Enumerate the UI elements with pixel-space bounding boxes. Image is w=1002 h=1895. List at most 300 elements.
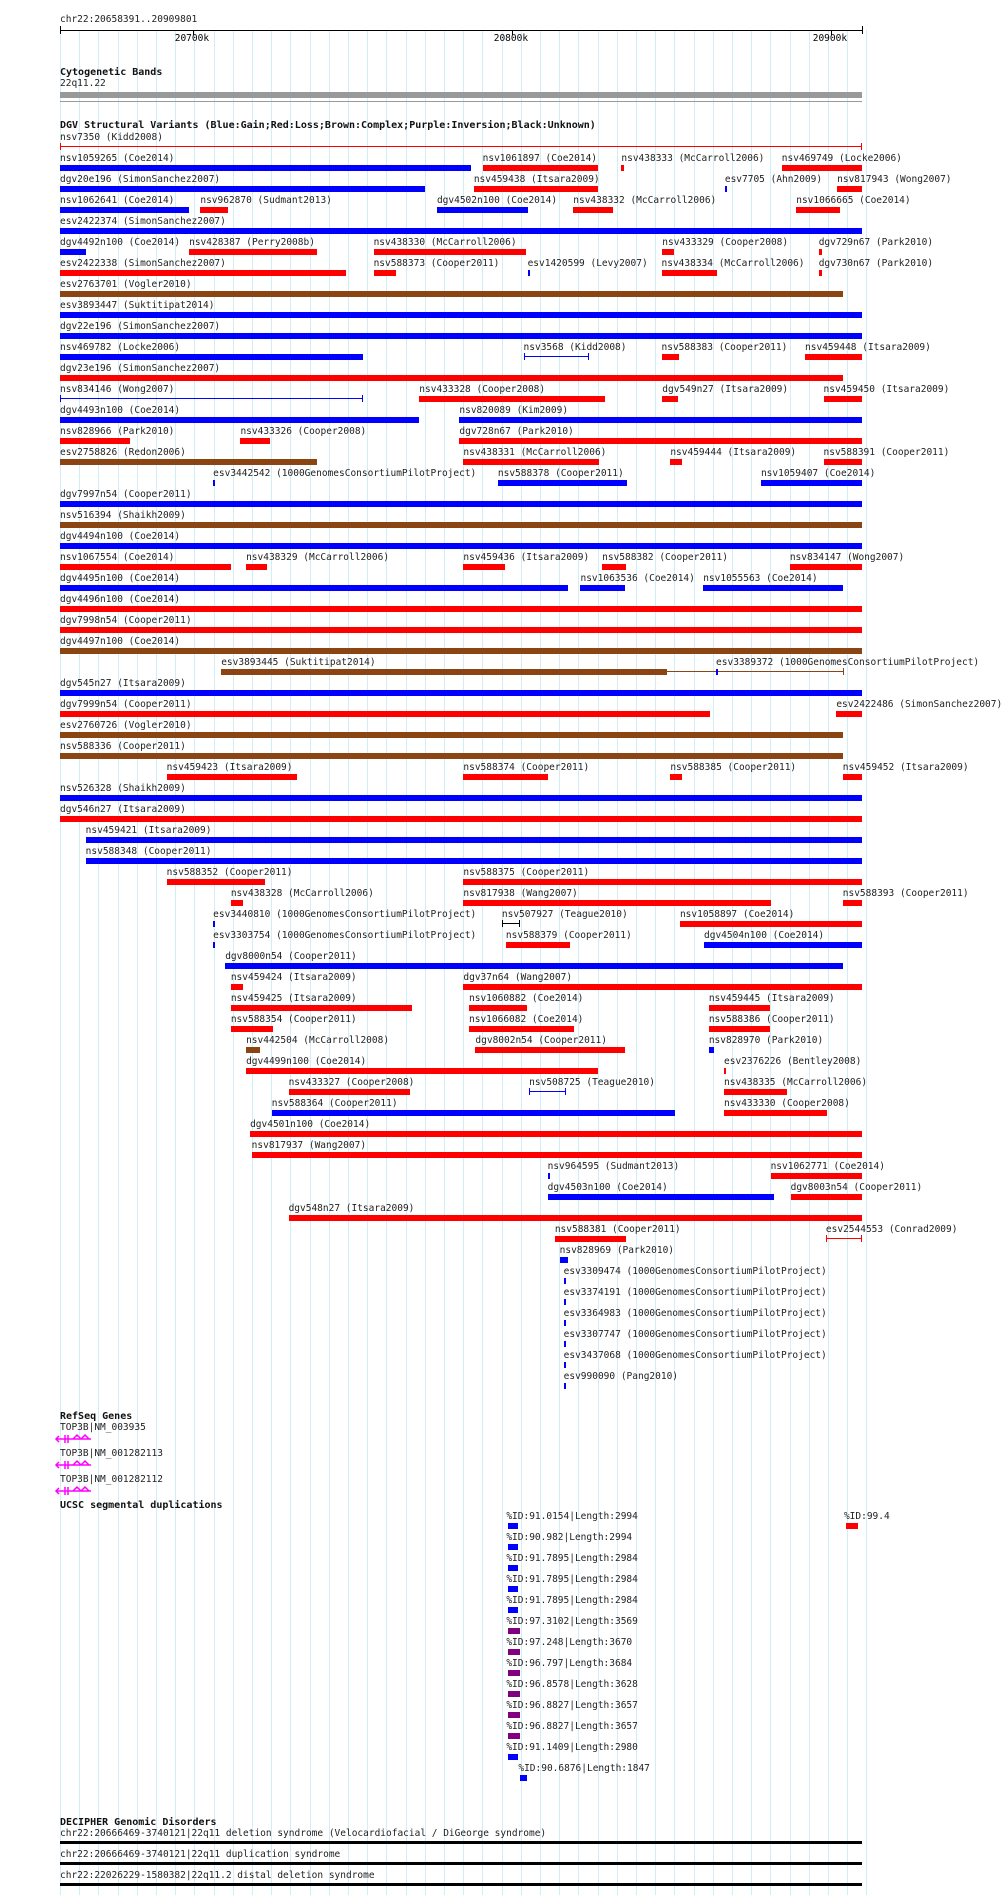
dgv-feature-bar[interactable]: [463, 879, 862, 885]
dgv-feature-bar[interactable]: [231, 1005, 412, 1011]
dgv-feature-bar[interactable]: [602, 564, 626, 570]
dgv-feature-bar[interactable]: [200, 207, 228, 213]
dgv-feature-bar[interactable]: [564, 1278, 566, 1284]
dgv-feature-label[interactable]: nsv588352 (Cooper2011): [166, 867, 293, 878]
segdup-feature-bar[interactable]: [508, 1586, 518, 1592]
dgv-feature-label[interactable]: nsv469749 (Locke2006): [781, 153, 902, 164]
dgv-feature-label[interactable]: nsv438335 (McCarroll2006): [724, 1077, 868, 1088]
dgv-feature-label[interactable]: nsv469782 (Locke2006): [60, 342, 181, 353]
dgv-feature-label[interactable]: esv2422374 (SimonSanchez2007): [60, 216, 226, 227]
dgv-feature-bar[interactable]: [709, 1026, 770, 1032]
dgv-feature-label[interactable]: nsv433326 (Cooper2008): [240, 426, 367, 437]
dgv-feature-label[interactable]: nsv459444 (Itsara2009): [670, 447, 797, 458]
dgv-feature-bar[interactable]: [474, 186, 598, 192]
dgv-feature-label[interactable]: esv2763701 (Vogler2010): [60, 279, 192, 290]
segdup-feature-label[interactable]: %ID:91.0154|Length:2994: [506, 1511, 638, 1522]
segdup-feature-label[interactable]: %ID:91.7895|Length:2984: [506, 1553, 638, 1564]
dgv-feature-label[interactable]: esv3893447 (Suktitipat2014): [60, 300, 215, 311]
dgv-feature-bar[interactable]: [60, 146, 862, 147]
segdup-feature-label[interactable]: %ID:99.4: [843, 1511, 890, 1522]
dgv-feature-bar[interactable]: [60, 522, 862, 528]
dgv-feature-label[interactable]: nsv820089 (Kim2009): [459, 405, 569, 416]
dgv-feature-label[interactable]: nsv588385 (Cooper2011): [670, 762, 797, 773]
dgv-feature-label[interactable]: nsv588348 (Cooper2011): [85, 846, 212, 857]
dgv-feature-label[interactable]: nsv442504 (McCarroll2008): [246, 1035, 390, 1046]
decipher-feature-label[interactable]: chr22:20666469-3740121|22q11 deletion syndrome (Velocardiofacial / DiGeorge syndrome): [60, 1828, 547, 1839]
dgv-feature-label[interactable]: nsv962870 (Sudmant2013): [200, 195, 332, 206]
dgv-feature-bar[interactable]: [564, 1341, 566, 1347]
dgv-feature-label[interactable]: dgv4493n100 (Coe2014): [60, 405, 181, 416]
dgv-feature-label[interactable]: nsv438332 (McCarroll2006): [573, 195, 717, 206]
dgv-feature-label[interactable]: nsv828966 (Park2010): [60, 426, 175, 437]
dgv-feature-bar[interactable]: [662, 354, 680, 360]
dgv-feature-label[interactable]: nsv459448 (Itsara2009): [805, 342, 931, 353]
ruler-tick-label: 20700k: [174, 33, 210, 44]
dgv-feature-bar[interactable]: [60, 543, 862, 549]
dgv-feature-bar[interactable]: [790, 564, 862, 570]
dgv-feature-bar[interactable]: [703, 585, 843, 591]
dgv-feature-bar[interactable]: [60, 459, 317, 465]
dgv-feature-label[interactable]: dgv22e196 (SimonSanchez2007): [60, 321, 221, 332]
dgv-feature-end-tick: [826, 1235, 827, 1242]
dgv-feature-label[interactable]: esv3389372 (1000GenomesConsortiumPilotProject): [716, 657, 980, 668]
dgv-feature-end-tick: [843, 668, 844, 675]
segdup-feature-label[interactable]: %ID:91.1409|Length:2980: [506, 1742, 638, 1753]
dgv-feature-bar[interactable]: [805, 354, 862, 360]
dgv-feature-label[interactable]: nsv1062771 (Coe2014): [770, 1161, 885, 1172]
dgv-feature-bar[interactable]: [463, 900, 770, 906]
dgv-feature-bar[interactable]: [524, 356, 590, 357]
dgv-feature-bar[interactable]: [724, 1068, 726, 1074]
decipher-feature-label[interactable]: chr22:22026229-1580382|22q11.2 distal deletion syndrome: [60, 1870, 375, 1881]
dgv-feature-bar[interactable]: [463, 774, 547, 780]
dgv-feature-bar[interactable]: [670, 459, 682, 465]
dgv-feature-label[interactable]: nsv588375 (Cooper2011): [463, 867, 590, 878]
dgv-feature-label[interactable]: nsv1060882 (Coe2014): [469, 993, 584, 1004]
dgv-feature-label[interactable]: nsv828970 (Park2010): [708, 1035, 824, 1046]
dgv-feature-bar[interactable]: [60, 627, 862, 633]
dgv-feature-bar[interactable]: [621, 165, 623, 171]
dgv-feature-bar[interactable]: [580, 585, 624, 591]
dgv-feature-bar[interactable]: [564, 1299, 566, 1305]
dgv-feature-label[interactable]: nsv828969 (Park2010): [559, 1245, 675, 1256]
segdup-feature-label[interactable]: %ID:91.7895|Length:2984: [506, 1595, 638, 1606]
dgv-feature-label[interactable]: nsv438329 (McCarroll2006): [246, 552, 390, 563]
dgv-feature-label[interactable]: esv3437068 (1000GenomesConsortiumPilotProject): [563, 1350, 827, 1361]
dgv-feature-label[interactable]: nsv1055563 (Coe2014): [703, 573, 818, 584]
dgv-feature-bar[interactable]: [60, 228, 862, 234]
dgv-feature-label[interactable]: esv3309474 (1000GenomesConsortiumPilotProject): [563, 1266, 827, 1277]
dgv-feature-bar[interactable]: [843, 774, 862, 780]
dgv-feature-end-tick: [588, 353, 589, 360]
dgv-feature-label[interactable]: dgv549n27 (Itsara2009): [662, 384, 789, 395]
dgv-feature-bar[interactable]: [60, 795, 862, 801]
dgv-feature-bar[interactable]: [60, 375, 843, 381]
dgv-feature-bar[interactable]: [573, 207, 613, 213]
dgv-feature-bar[interactable]: [704, 942, 862, 948]
dgv-feature-label[interactable]: dgv4501n100 (Coe2014): [250, 1119, 371, 1130]
dgv-feature-bar[interactable]: [189, 249, 317, 255]
dgv-feature-bar[interactable]: [782, 165, 862, 171]
dgv-feature-label[interactable]: nsv433328 (Cooper2008): [419, 384, 546, 395]
dgv-feature-bar[interactable]: [60, 354, 363, 360]
dgv-feature-label[interactable]: dgv730n67 (Park2010): [818, 258, 934, 269]
segdup-feature-label[interactable]: %ID:90.6876|Length:1847: [518, 1763, 650, 1774]
dgv-feature-label[interactable]: nsv1062641 (Coe2014): [60, 195, 175, 206]
dgv-feature-bar[interactable]: [221, 669, 667, 675]
segdup-feature-bar[interactable]: [508, 1754, 518, 1760]
dgv-feature-bar[interactable]: [374, 270, 396, 276]
dgv-feature-label[interactable]: nsv526328 (Shaikh2009): [60, 783, 186, 794]
dgv-feature-label[interactable]: dgv37n64 (Wang2007): [463, 972, 573, 983]
dgv-feature-label[interactable]: nsv438328 (McCarroll2006): [230, 888, 374, 899]
dgv-feature-bar[interactable]: [419, 396, 605, 402]
dgv-feature-label[interactable]: nsv438331 (McCarroll2006): [463, 447, 607, 458]
dgv-feature-bar[interactable]: [60, 291, 843, 297]
dgv-feature-bar[interactable]: [289, 1089, 410, 1095]
segdup-feature-bar[interactable]: [508, 1733, 519, 1739]
gene-label[interactable]: TOP3B|NM_001282112: [60, 1474, 163, 1485]
dgv-feature-label[interactable]: esv7705 (Ahn2009): [724, 174, 823, 185]
dgv-feature-label[interactable]: dgv4495n100 (Coe2014): [60, 573, 181, 584]
dgv-feature-label[interactable]: dgv4496n100 (Coe2014): [60, 594, 181, 605]
segdup-feature-label[interactable]: %ID:97.3102|Length:3569: [506, 1616, 638, 1627]
dgv-feature-bar[interactable]: [463, 564, 505, 570]
dgv-feature-label[interactable]: nsv508725 (Teague2010): [529, 1077, 655, 1088]
dgv-feature-label[interactable]: esv2376226 (Bentley2008): [724, 1056, 862, 1067]
dgv-feature-bar[interactable]: [771, 1173, 862, 1179]
dgv-feature-bar[interactable]: [791, 1194, 862, 1200]
decipher-feature-bar[interactable]: [60, 1862, 862, 1865]
dgv-feature-bar[interactable]: [819, 249, 822, 255]
dgv-feature-bar[interactable]: [60, 249, 86, 255]
dgv-feature-bar[interactable]: [60, 417, 419, 423]
dgv-feature-label[interactable]: nsv459425 (Itsara2009): [230, 993, 357, 1004]
dgv-feature-bar[interactable]: [60, 564, 231, 570]
segdup-feature-bar[interactable]: [520, 1775, 526, 1781]
dgv-feature-bar[interactable]: [709, 1005, 770, 1011]
dgv-feature-bar[interactable]: [86, 837, 862, 843]
dgv-feature-bar[interactable]: [506, 942, 570, 948]
segdup-feature-label[interactable]: %ID:96.797|Length:3684: [506, 1658, 633, 1669]
dgv-feature-label[interactable]: nsv428387 (Perry2008b): [189, 237, 315, 248]
dgv-feature-label[interactable]: nsv588373 (Cooper2011): [373, 258, 500, 269]
decipher-feature-label[interactable]: chr22:20666469-3740121|22q11 duplication syndrome: [60, 1849, 341, 1860]
dgv-feature-bar[interactable]: [670, 774, 682, 780]
dgv-feature-label[interactable]: nsv459445 (Itsara2009): [708, 993, 835, 1004]
dgv-feature-bar[interactable]: [502, 923, 520, 924]
dgv-feature-bar[interactable]: [826, 1238, 862, 1239]
dgv-track-title: DGV Structural Variants (Blue:Gain;Red:Loss;Brown:Complex;Purple:Inversion;Black:Unknown): [60, 120, 596, 131]
dgv-feature-bar[interactable]: [483, 165, 598, 171]
gene-model-icon[interactable]: [55, 1486, 95, 1496]
dgv-feature-bar[interactable]: [680, 921, 862, 927]
dgv-feature-bar[interactable]: [529, 1091, 566, 1092]
dgv-feature-bar[interactable]: [564, 1320, 566, 1326]
dgv-feature-end-tick: [565, 1088, 566, 1095]
dgv-feature-label[interactable]: dgv8002n54 (Cooper2011): [475, 1035, 607, 1046]
dgv-feature-bar[interactable]: [548, 1194, 774, 1200]
dgv-feature-label[interactable]: nsv588391 (Cooper2011): [823, 447, 950, 458]
dgv-feature-label[interactable]: nsv817943 (Wong2007): [837, 174, 952, 185]
dgv-feature-label[interactable]: dgv20e196 (SimonSanchez2007): [60, 174, 221, 185]
dgv-feature-label[interactable]: nsv588382 (Cooper2011): [602, 552, 728, 563]
dgv-feature-label[interactable]: nsv433330 (Cooper2008): [724, 1098, 850, 1109]
dgv-feature-bar[interactable]: [60, 606, 862, 612]
dgv-feature-bar[interactable]: [824, 459, 862, 465]
ruler-tick-label: 20900k: [812, 33, 848, 44]
segdup-feature-label[interactable]: %ID:91.7895|Length:2984: [506, 1574, 638, 1585]
dgv-feature-bar[interactable]: [725, 186, 727, 192]
dgv-feature-bar[interactable]: [564, 1383, 566, 1389]
dgv-feature-label[interactable]: nsv507927 (Teague2010): [501, 909, 628, 920]
dgv-feature-bar[interactable]: [555, 1236, 626, 1242]
segdup-feature-bar[interactable]: [508, 1607, 518, 1613]
dgv-feature-bar[interactable]: [231, 1026, 273, 1032]
dgv-feature-bar[interactable]: [843, 900, 862, 906]
dgv-feature-label[interactable]: nsv433329 (Cooper2008): [662, 237, 789, 248]
dgv-feature-bar[interactable]: [836, 711, 862, 717]
dgv-feature-label[interactable]: dgv728n67 (Park2010): [459, 426, 574, 437]
dgv-feature-label[interactable]: esv3374191 (1000GenomesConsortiumPilotProject): [563, 1287, 827, 1298]
dgv-feature-label[interactable]: esv990090 (Pang2010): [563, 1371, 679, 1382]
dgv-feature-bar[interactable]: [246, 1047, 260, 1053]
dgv-feature-bar[interactable]: [231, 900, 243, 906]
dgv-feature-label[interactable]: nsv1063536 (Coe2014): [580, 573, 695, 584]
segdup-feature-bar[interactable]: [508, 1712, 519, 1718]
dgv-feature-bar[interactable]: [252, 1152, 862, 1158]
dgv-feature-label[interactable]: nsv3568 (Kidd2008): [523, 342, 627, 353]
dgv-feature-label[interactable]: dgv4497n100 (Coe2014): [60, 636, 181, 647]
dgv-feature-label[interactable]: nsv433327 (Cooper2008): [288, 1077, 415, 1088]
dgv-feature-bar[interactable]: [213, 942, 215, 948]
dgv-feature-label[interactable]: dgv4503n100 (Coe2014): [547, 1182, 668, 1193]
dgv-feature-bar[interactable]: [213, 480, 215, 486]
dgv-feature-bar[interactable]: [60, 333, 862, 339]
dgv-feature-label[interactable]: nsv1067554 (Coe2014): [60, 552, 175, 563]
segdup-feature-bar[interactable]: [508, 1628, 519, 1634]
dgv-feature-label[interactable]: nsv817938 (Wang2007): [463, 888, 578, 899]
dgv-feature-label[interactable]: nsv588378 (Cooper2011): [497, 468, 624, 479]
dgv-feature-label[interactable]: nsv588364 (Cooper2011): [271, 1098, 398, 1109]
dgv-feature-bar[interactable]: [459, 438, 862, 444]
dgv-feature-bar[interactable]: [564, 1362, 566, 1368]
dgv-feature-label[interactable]: dgv545n27 (Itsara2009): [60, 678, 186, 689]
dgv-feature-label[interactable]: esv3440810 (1000GenomesConsortiumPilotProject): [213, 909, 477, 920]
dgv-feature-bar[interactable]: [60, 585, 568, 591]
dgv-feature-label[interactable]: nsv817937 (Wang2007): [251, 1140, 367, 1151]
dgv-feature-bar[interactable]: [463, 459, 599, 465]
dgv-feature-bar[interactable]: [709, 1047, 715, 1053]
dgv-feature-bar[interactable]: [528, 270, 530, 276]
dgv-feature-label[interactable]: nsv516394 (Shaikh2009): [60, 510, 186, 521]
decipher-track-title: DECIPHER Genomic Disorders: [60, 1817, 217, 1828]
dgv-feature-label[interactable]: nsv588381 (Cooper2011): [554, 1224, 681, 1235]
decipher-feature-bar[interactable]: [60, 1883, 862, 1886]
dgv-feature-bar[interactable]: [560, 1257, 568, 1263]
dgv-feature-bar[interactable]: [213, 921, 215, 927]
segdup-feature-label[interactable]: %ID:96.8578|Length:3628: [506, 1679, 638, 1690]
dgv-feature-bar[interactable]: [662, 249, 674, 255]
dgv-feature-bar[interactable]: [60, 312, 862, 318]
grid-line: [847, 30, 848, 1895]
dgv-feature-label[interactable]: dgv7997n54 (Cooper2011): [60, 489, 192, 500]
segdup-feature-bar[interactable]: [508, 1565, 518, 1571]
decipher-feature-bar[interactable]: [60, 1841, 862, 1844]
dgv-feature-label[interactable]: nsv588379 (Cooper2011): [505, 930, 632, 941]
dgv-feature-label[interactable]: nsv459438 (Itsara2009): [473, 174, 600, 185]
dgv-feature-bar[interactable]: [662, 396, 678, 402]
dgv-feature-bar[interactable]: [60, 438, 130, 444]
dgv-feature-label[interactable]: esv2758826 (Redon2006): [60, 447, 186, 458]
dgv-feature-label[interactable]: nsv1061897 (Coe2014): [482, 153, 598, 164]
segdup-feature-bar[interactable]: [508, 1649, 519, 1655]
dgv-feature-label[interactable]: nsv1066665 (Coe2014): [796, 195, 911, 206]
dgv-feature-label[interactable]: nsv588374 (Cooper2011): [463, 762, 590, 773]
dgv-feature-label[interactable]: nsv834146 (Wong2007): [60, 384, 175, 395]
segdup-feature-label[interactable]: %ID:96.8827|Length:3657: [506, 1700, 638, 1711]
dgv-feature-label[interactable]: dgv8003n54 (Cooper2011): [790, 1182, 923, 1193]
dgv-feature-label[interactable]: nsv459436 (Itsara2009): [463, 552, 590, 563]
dgv-feature-label[interactable]: nsv834147 (Wong2007): [789, 552, 905, 563]
dgv-feature-label[interactable]: nsv459450 (Itsara2009): [823, 384, 950, 395]
segdup-feature-bar[interactable]: [508, 1670, 519, 1676]
dgv-feature-bar[interactable]: [231, 984, 243, 990]
dgv-feature-label[interactable]: dgv4494n100 (Coe2014): [60, 531, 181, 542]
dgv-feature-label[interactable]: esv3364983 (1000GenomesConsortiumPilotProject): [563, 1308, 827, 1319]
dgv-feature-label[interactable]: nsv588386 (Cooper2011): [708, 1014, 835, 1025]
dgv-feature-bar[interactable]: [469, 1026, 574, 1032]
dgv-feature-bar[interactable]: [662, 270, 717, 276]
gene-label[interactable]: TOP3B|NM_001282113: [60, 1448, 163, 1459]
dgv-feature-bar[interactable]: [60, 270, 346, 276]
dgv-feature-label[interactable]: nsv459424 (Itsara2009): [230, 972, 357, 983]
dgv-feature-bar[interactable]: [225, 963, 843, 969]
dgv-feature-bar[interactable]: [60, 753, 843, 759]
dgv-feature-label[interactable]: esv3893445 (Suktitipat2014): [221, 657, 376, 668]
dgv-feature-label[interactable]: esv3442542 (1000GenomesConsortiumPilotProject): [213, 468, 477, 479]
dgv-feature-bar[interactable]: [60, 732, 843, 738]
dgv-feature-bar[interactable]: [60, 648, 862, 654]
dgv-feature-label[interactable]: dgv4502n100 (Coe2014): [436, 195, 558, 206]
dgv-feature-bar[interactable]: [724, 1089, 787, 1095]
dgv-feature-label[interactable]: dgv8000n54 (Cooper2011): [225, 951, 357, 962]
dgv-feature-bar[interactable]: [475, 1047, 624, 1053]
gene-model-icon[interactable]: [55, 1434, 95, 1444]
dgv-feature-bar[interactable]: [86, 858, 862, 864]
dgv-feature-label[interactable]: dgv23e196 (SimonSanchez2007): [60, 363, 221, 374]
dgv-feature-label[interactable]: nsv1059265 (Coe2014): [60, 153, 175, 164]
dgv-feature-label[interactable]: nsv7350 (Kidd2008): [60, 132, 163, 143]
dgv-feature-bar[interactable]: [498, 480, 627, 486]
dgv-feature-label[interactable]: nsv459452 (Itsara2009): [842, 762, 969, 773]
dgv-feature-bar[interactable]: [463, 984, 862, 990]
segdup-feature-label[interactable]: %ID:96.8827|Length:3657: [506, 1721, 638, 1732]
segdup-feature-bar[interactable]: [508, 1691, 519, 1697]
dgv-feature-bar[interactable]: [459, 417, 862, 423]
dgv-feature-bar[interactable]: [60, 186, 425, 192]
dgv-feature-label[interactable]: nsv588393 (Cooper2011): [842, 888, 969, 899]
dgv-feature-label[interactable]: esv1420599 (Levy2007): [527, 258, 648, 269]
dgv-feature-label[interactable]: dgv4499n100 (Coe2014): [246, 1056, 367, 1067]
dgv-feature-label[interactable]: esv3303754 (1000GenomesConsortiumPilotProject): [213, 930, 477, 941]
dgv-feature-bar[interactable]: [796, 207, 839, 213]
dgv-feature-bar[interactable]: [167, 774, 298, 780]
dgv-feature-end-tick: [362, 395, 363, 402]
gene-label[interactable]: TOP3B|NM_003935: [60, 1422, 146, 1433]
dgv-feature-bar[interactable]: [272, 1110, 675, 1116]
dgv-feature-label[interactable]: nsv964595 (Sudmant2013): [547, 1161, 680, 1172]
dgv-feature-bar[interactable]: [60, 398, 363, 399]
dgv-feature-label[interactable]: dgv7999n54 (Cooper2011): [60, 699, 192, 710]
dgv-feature-bar[interactable]: [837, 186, 862, 192]
dgv-feature-label[interactable]: esv2760726 (Vogler2010): [60, 720, 192, 731]
dgv-feature-label[interactable]: dgv548n27 (Itsara2009): [288, 1203, 415, 1214]
dgv-feature-label[interactable]: nsv459423 (Itsara2009): [166, 762, 293, 773]
dgv-feature-label[interactable]: esv2422486 (SimonSanchez2007): [836, 699, 1002, 710]
dgv-feature-label[interactable]: esv3307747 (1000GenomesConsortiumPilotProject): [563, 1329, 827, 1340]
dgv-feature-label[interactable]: dgv7998n54 (Cooper2011): [60, 615, 192, 626]
segdup-feature-bar[interactable]: [508, 1523, 518, 1529]
gene-model-icon[interactable]: [55, 1460, 95, 1470]
dgv-feature-bar[interactable]: [824, 396, 862, 402]
dgv-feature-label[interactable]: dgv546n27 (Itsara2009): [60, 804, 186, 815]
cytoband-track-title: Cytogenetic Bands: [60, 67, 163, 78]
dgv-feature-label[interactable]: nsv588336 (Cooper2011): [60, 741, 186, 752]
dgv-feature-label[interactable]: nsv438330 (McCarroll2006): [373, 237, 517, 248]
segdup-feature-bar[interactable]: [846, 1523, 858, 1529]
dgv-feature-bar[interactable]: [167, 879, 265, 885]
dgv-feature-label[interactable]: dgv4492n100 (Coe2014): [60, 237, 181, 248]
dgv-feature-bar[interactable]: [240, 438, 270, 444]
dgv-feature-bar[interactable]: [60, 711, 710, 717]
dgv-feature-bar[interactable]: [437, 207, 528, 213]
dgv-feature-label[interactable]: nsv588383 (Cooper2011): [661, 342, 788, 353]
dgv-feature-bar[interactable]: [289, 1215, 862, 1221]
dgv-feature-label[interactable]: nsv459421 (Itsara2009): [85, 825, 212, 836]
dgv-feature-bar[interactable]: [246, 564, 267, 570]
dgv-feature-bar[interactable]: [246, 1068, 598, 1074]
dgv-feature-label[interactable]: dgv4504n100 (Coe2014): [704, 930, 825, 941]
dgv-feature-bar[interactable]: [716, 669, 718, 675]
dgv-feature-bar[interactable]: [60, 816, 862, 822]
dgv-feature-label[interactable]: nsv1059407 (Coe2014): [760, 468, 876, 479]
dgv-feature-label[interactable]: dgv729n67 (Park2010): [818, 237, 934, 248]
dgv-feature-bar[interactable]: [548, 1173, 550, 1179]
dgv-feature-bar[interactable]: [60, 690, 862, 696]
dgv-feature-label[interactable]: esv2544553 (Conrad2009): [825, 1224, 958, 1235]
dgv-feature-bar[interactable]: [250, 1131, 862, 1137]
dgv-feature-label[interactable]: nsv588354 (Cooper2011): [230, 1014, 357, 1025]
dgv-feature-label[interactable]: nsv1066082 (Coe2014): [469, 1014, 584, 1025]
dgv-feature-bar[interactable]: [819, 270, 822, 276]
dgv-feature-label[interactable]: nsv438333 (McCarroll2006): [621, 153, 765, 164]
dgv-feature-bar[interactable]: [724, 1110, 827, 1116]
dgv-feature-label[interactable]: esv2422338 (SimonSanchez2007): [60, 258, 226, 269]
dgv-feature-bar[interactable]: [60, 165, 471, 171]
dgv-feature-label[interactable]: nsv438334 (McCarroll2006): [661, 258, 805, 269]
dgv-feature-label[interactable]: nsv1058897 (Coe2014): [679, 909, 795, 920]
dgv-feature-bar[interactable]: [60, 207, 189, 213]
dgv-feature-bar[interactable]: [761, 480, 862, 486]
cytoband-bar[interactable]: [60, 92, 862, 98]
segdup-feature-label[interactable]: %ID:90.982|Length:2994: [506, 1532, 633, 1543]
dgv-feature-bar[interactable]: [374, 249, 526, 255]
segdup-feature-label[interactable]: %ID:97.248|Length:3670: [506, 1637, 633, 1648]
dgv-feature-bar[interactable]: [60, 501, 862, 507]
segdup-feature-bar[interactable]: [508, 1544, 518, 1550]
dgv-feature-bar[interactable]: [469, 1005, 527, 1011]
